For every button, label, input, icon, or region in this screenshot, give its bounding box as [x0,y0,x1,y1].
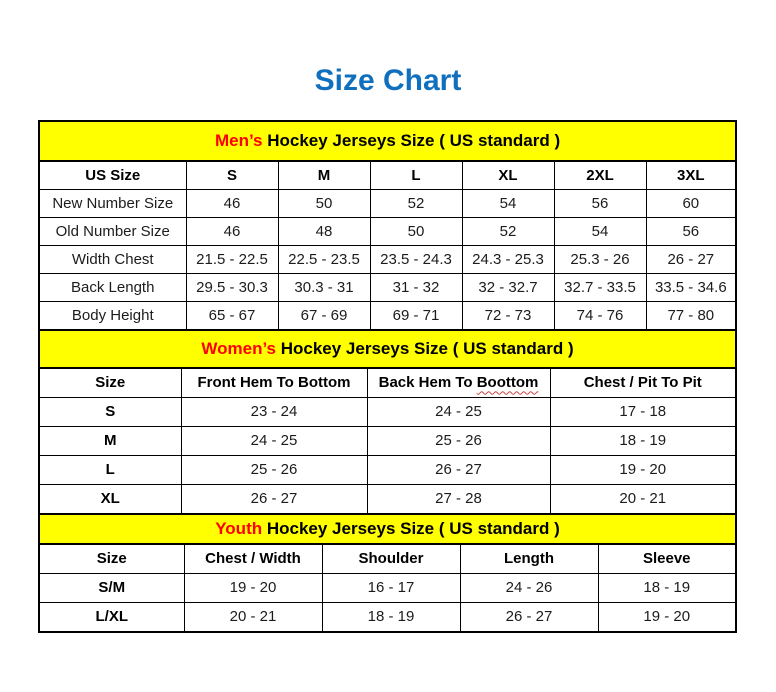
value-cell: 46 [186,218,278,246]
value-cell: 56 [646,218,736,246]
value-cell: 54 [554,218,646,246]
row-label-cell: Width Chest [39,246,186,274]
header-cell: L [370,161,462,190]
row-label-cell: M [39,427,181,456]
value-cell: 32 - 32.7 [462,274,554,302]
value-cell: 27 - 28 [367,485,550,515]
header-cell: Front Hem To Bottom [181,368,367,398]
size-tables [38,120,735,633]
youth-banner [39,514,736,544]
table-row [39,302,736,331]
header-cell: M [278,161,370,190]
header-cell-text: Back Hem To [378,374,477,392]
value-cell: 26 - 27 [460,603,598,633]
youth-banner-highlight: Youth [215,519,263,539]
page-title: Size Chart [314,64,462,97]
header-cell: Length [460,544,598,574]
value-cell: 52 [370,190,462,218]
value-cell: 26 - 27 [646,246,736,274]
value-cell: 24.3 - 25.3 [462,246,554,274]
womens-banner-row [39,330,736,368]
row-label-cell: L [39,456,181,485]
value-cell: 60 [646,190,736,218]
womens-header-row [39,368,736,398]
value-cell: 18 - 19 [550,427,736,456]
value-cell: 21.5 - 22.5 [186,246,278,274]
row-label-cell: S/M [39,574,184,603]
row-label-cell: XL [39,485,181,515]
row-label-cell: Back Length [39,274,186,302]
youth-banner-text: Hockey Jerseys Size ( US standard ) [262,519,560,539]
value-cell: 19 - 20 [550,456,736,485]
womens-banner-highlight: Women’s [201,339,276,359]
value-cell: 29.5 - 30.3 [186,274,278,302]
value-cell: 17 - 18 [550,398,736,427]
youth-size-table [38,513,737,633]
header-cell: Sleeve [598,544,736,574]
header-cell: Size [39,368,181,398]
header-cell: S [186,161,278,190]
table-row [39,427,736,456]
value-cell: 24 - 25 [367,398,550,427]
header-cell: Shoulder [322,544,460,574]
value-cell: 20 - 21 [550,485,736,515]
header-cell: Chest / Width [184,544,322,574]
row-label-cell: L/XL [39,603,184,633]
table-row [39,398,736,427]
value-cell: 23.5 - 24.3 [370,246,462,274]
value-cell: 72 - 73 [462,302,554,331]
value-cell: 69 - 71 [370,302,462,331]
mens-banner-highlight: Men’s [214,131,263,151]
value-cell: 25.3 - 26 [554,246,646,274]
header-cell [367,368,550,398]
value-cell: 19 - 20 [598,603,736,633]
header-cell: 3XL [646,161,736,190]
value-cell: 50 [278,190,370,218]
value-cell: 20 - 21 [184,603,322,633]
value-cell: 19 - 20 [184,574,322,603]
table-row [39,456,736,485]
value-cell: 74 - 76 [554,302,646,331]
header-cell: US Size [39,161,186,190]
header-cell: Size [39,544,184,574]
value-cell: 67 - 69 [278,302,370,331]
row-label-cell: New Number Size [39,190,186,218]
youth-header-row [39,544,736,574]
table-row [39,603,736,633]
value-cell: 24 - 26 [460,574,598,603]
header-cell: 2XL [554,161,646,190]
mens-banner-text: Hockey Jerseys Size ( US standard ) [262,131,561,151]
value-cell: 77 - 80 [646,302,736,331]
value-cell: 16 - 17 [322,574,460,603]
table-row [39,274,736,302]
womens-banner [39,330,736,368]
value-cell: 30.3 - 31 [278,274,370,302]
value-cell: 56 [554,190,646,218]
header-cell: Chest / Pit To Pit [550,368,736,398]
value-cell: 31 - 32 [370,274,462,302]
table-row [39,218,736,246]
value-cell: 46 [186,190,278,218]
value-cell: 65 - 67 [186,302,278,331]
table-row [39,574,736,603]
value-cell: 48 [278,218,370,246]
row-label-cell: Old Number Size [39,218,186,246]
womens-size-table [38,329,737,515]
table-row [39,190,736,218]
value-cell: 50 [370,218,462,246]
mens-banner-row [39,121,736,161]
value-cell: 54 [462,190,554,218]
value-cell: 18 - 19 [598,574,736,603]
womens-banner-text: Hockey Jerseys Size ( US standard ) [276,339,574,359]
value-cell: 22.5 - 23.5 [278,246,370,274]
youth-banner-row [39,514,736,544]
value-cell: 26 - 27 [181,485,367,515]
mens-header-row [39,161,736,190]
row-label-cell: Body Height [39,302,186,331]
value-cell: 23 - 24 [181,398,367,427]
misspelled-word: Boottom [476,374,539,392]
value-cell: 33.5 - 34.6 [646,274,736,302]
value-cell: 25 - 26 [367,427,550,456]
table-row [39,485,736,515]
header-cell: XL [462,161,554,190]
value-cell: 24 - 25 [181,427,367,456]
mens-banner [39,121,736,161]
table-row [39,246,736,274]
value-cell: 52 [462,218,554,246]
value-cell: 26 - 27 [367,456,550,485]
value-cell: 18 - 19 [322,603,460,633]
value-cell: 25 - 26 [181,456,367,485]
row-label-cell: S [39,398,181,427]
mens-size-table [38,120,737,331]
value-cell: 32.7 - 33.5 [554,274,646,302]
